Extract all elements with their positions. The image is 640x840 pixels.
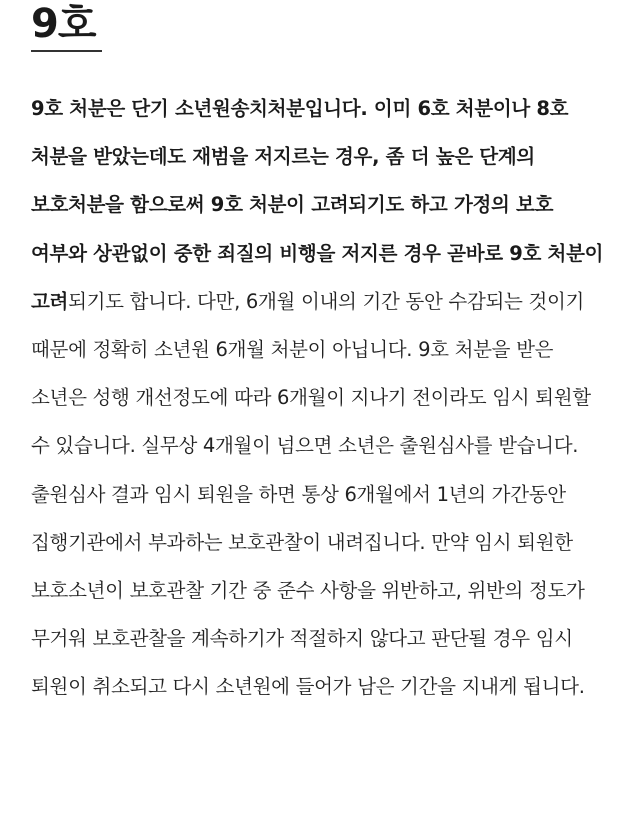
section-heading: 9호 xyxy=(31,1,96,47)
bold-emphasis-text: 9호 처분은 단기 소년원송치처분입니다. 이미 6호 처분이나 8호 처분을 받았는데도 재범을 저지르는 경우, 좀 더 높은 단계의 보호처분을 함으로써 9호 처분이 고려되기도 하고 가정의 보호 여부와 상관없이 중한 죄질의 비행을 저지른 경우 곧바로 9호 처분이 고려 xyxy=(31,97,604,313)
body-paragraph xyxy=(31,85,610,712)
regular-text: 되기도 합니다. 다만, 6개월 이내의 기간 동안 수감되는 것이기 때문에 정확히 소년원 6개월 처분이 아닙니다. 9호 처분을 받은 소년은 성행 개선정도에 따라 6개월이 지나기 전이라도 임시 퇴원할 수 있습니다. 실무상 4개월이 넘으면 소년은 출원심사를 받습니다. 출원심사 결과 임시 퇴원을 하면 통상 6개월에서 1년의 가간동안 집행기관에서 부과하는 보호관찰이 내려집니다. 만약 임시 퇴원한 보호소년이 보호관찰 기간 중 준수 사항을 위반하고, 위반의 정도가 무거워 보호관찰을 계속하기가 적절하지 않다고 판단될 경우 임시 퇴원이 취소되고 다시 소년원에 들어가 남은 기간을 지내게 됩니다. xyxy=(31,289,591,699)
heading-underline xyxy=(31,50,102,52)
